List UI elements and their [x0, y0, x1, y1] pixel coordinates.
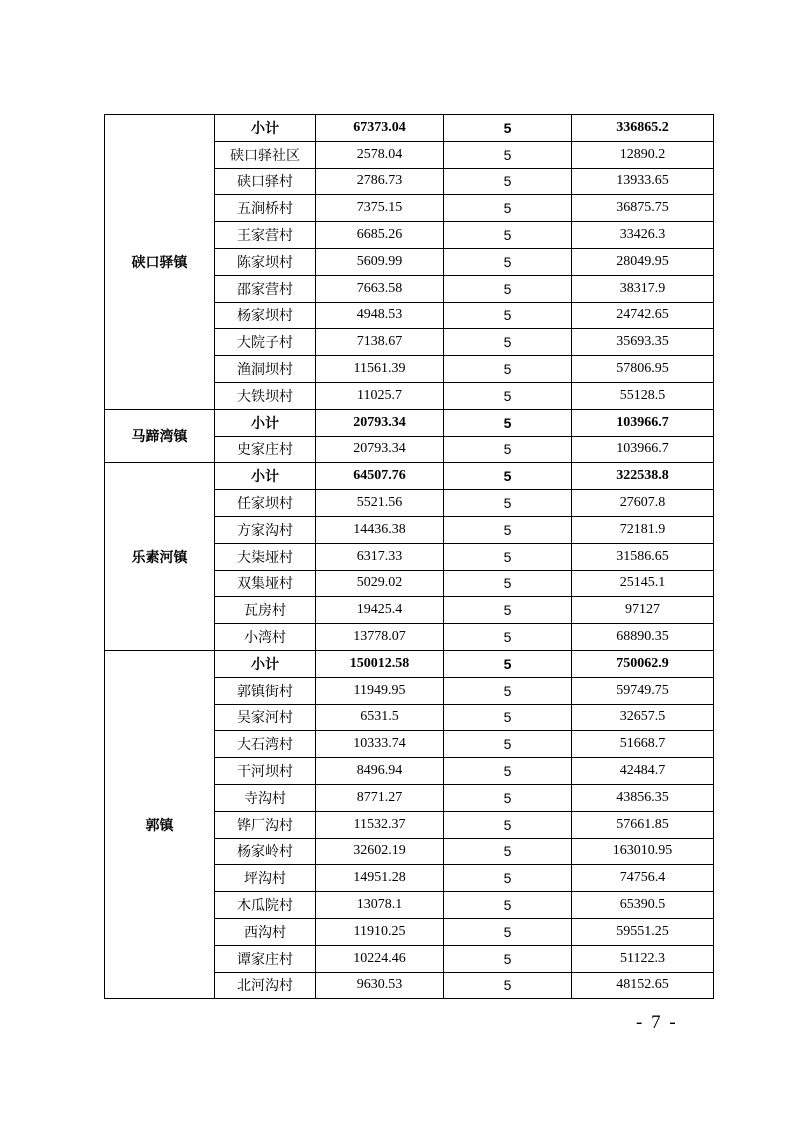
rate-cell: 5: [444, 490, 572, 517]
village-name-cell: 铧厂沟村: [215, 811, 316, 838]
area-cell: 11025.7: [316, 382, 444, 409]
village-name-cell: 小计: [215, 409, 316, 436]
amount-cell: 68890.35: [572, 624, 714, 651]
village-name-cell: 寺沟村: [215, 784, 316, 811]
area-cell: 6685.26: [316, 222, 444, 249]
village-name-cell: 硖口驿社区: [215, 141, 316, 168]
village-name-cell: 小计: [215, 463, 316, 490]
area-cell: 10224.46: [316, 945, 444, 972]
village-name-cell: 杨家岭村: [215, 838, 316, 865]
rate-cell: 5: [444, 784, 572, 811]
rate-cell: 5: [444, 463, 572, 490]
subtotal-row: [105, 650, 714, 677]
rate-cell: 5: [444, 302, 572, 329]
area-cell: 10333.74: [316, 731, 444, 758]
area-cell: 5609.99: [316, 248, 444, 275]
village-name-cell: 小湾村: [215, 624, 316, 651]
rate-cell: 5: [444, 543, 572, 570]
area-cell: 6317.33: [316, 543, 444, 570]
area-cell: 11561.39: [316, 356, 444, 383]
rate-cell: 5: [444, 329, 572, 356]
amount-cell: 24742.65: [572, 302, 714, 329]
page-number: - 7 -: [636, 1012, 678, 1033]
village-name-cell: 谭家庄村: [215, 945, 316, 972]
rate-cell: 5: [444, 409, 572, 436]
area-cell: 11949.95: [316, 677, 444, 704]
area-cell: 8771.27: [316, 784, 444, 811]
village-name-cell: 任家坝村: [215, 490, 316, 517]
village-name-cell: 瓦房村: [215, 597, 316, 624]
village-name-cell: 小计: [215, 115, 316, 142]
area-cell: 7375.15: [316, 195, 444, 222]
rate-cell: 5: [444, 516, 572, 543]
area-cell: 7138.67: [316, 329, 444, 356]
amount-cell: 27607.8: [572, 490, 714, 517]
subtotal-row: [105, 115, 714, 142]
area-cell: 11532.37: [316, 811, 444, 838]
amount-cell: 72181.9: [572, 516, 714, 543]
village-name-cell: 郭镇街村: [215, 677, 316, 704]
table-body: [105, 115, 714, 999]
rate-cell: 5: [444, 141, 572, 168]
village-name-cell: 杨家坝村: [215, 302, 316, 329]
village-name-cell: 坪沟村: [215, 865, 316, 892]
amount-cell: 74756.4: [572, 865, 714, 892]
village-name-cell: 干河坝村: [215, 758, 316, 785]
rate-cell: 5: [444, 945, 572, 972]
rate-cell: 5: [444, 972, 572, 999]
village-name-cell: 大院子村: [215, 329, 316, 356]
town-name-cell: 郭镇: [105, 650, 215, 998]
amount-cell: 103966.7: [572, 409, 714, 436]
area-cell: 2578.04: [316, 141, 444, 168]
amount-cell: 35693.35: [572, 329, 714, 356]
amount-cell: 12890.2: [572, 141, 714, 168]
amount-cell: 750062.9: [572, 650, 714, 677]
area-cell: 67373.04: [316, 115, 444, 142]
amount-cell: 336865.2: [572, 115, 714, 142]
rate-cell: 5: [444, 811, 572, 838]
rate-cell: 5: [444, 758, 572, 785]
rate-cell: 5: [444, 436, 572, 463]
amount-cell: 51122.3: [572, 945, 714, 972]
amount-cell: 32657.5: [572, 704, 714, 731]
village-name-cell: 陈家坝村: [215, 248, 316, 275]
area-cell: 13078.1: [316, 892, 444, 919]
area-cell: 7663.58: [316, 275, 444, 302]
village-name-cell: 邵家营村: [215, 275, 316, 302]
area-cell: 14436.38: [316, 516, 444, 543]
village-name-cell: 小计: [215, 650, 316, 677]
amount-cell: 42484.7: [572, 758, 714, 785]
amount-cell: 322538.8: [572, 463, 714, 490]
town-name-cell: 马蹄湾镇: [105, 409, 215, 463]
amount-cell: 33426.3: [572, 222, 714, 249]
village-name-cell: 渔洞坝村: [215, 356, 316, 383]
area-cell: 64507.76: [316, 463, 444, 490]
rate-cell: 5: [444, 356, 572, 383]
area-cell: 32602.19: [316, 838, 444, 865]
subtotal-row: [105, 409, 714, 436]
area-cell: 150012.58: [316, 650, 444, 677]
amount-cell: 163010.95: [572, 838, 714, 865]
amount-cell: 28049.95: [572, 248, 714, 275]
rate-cell: 5: [444, 248, 572, 275]
rate-cell: 5: [444, 275, 572, 302]
rate-cell: 5: [444, 195, 572, 222]
area-cell: 5029.02: [316, 570, 444, 597]
amount-cell: 59551.25: [572, 918, 714, 945]
rate-cell: 5: [444, 222, 572, 249]
rate-cell: 5: [444, 865, 572, 892]
village-name-cell: 西沟村: [215, 918, 316, 945]
rate-cell: 5: [444, 624, 572, 651]
area-cell: 6531.5: [316, 704, 444, 731]
amount-cell: 31586.65: [572, 543, 714, 570]
rate-cell: 5: [444, 650, 572, 677]
amount-cell: 55128.5: [572, 382, 714, 409]
village-name-cell: 北河沟村: [215, 972, 316, 999]
area-cell: 20793.34: [316, 436, 444, 463]
rate-cell: 5: [444, 838, 572, 865]
town-name-cell: 乐素河镇: [105, 463, 215, 651]
village-name-cell: 王家营村: [215, 222, 316, 249]
village-data-table: [104, 114, 714, 999]
rate-cell: 5: [444, 570, 572, 597]
area-cell: 11910.25: [316, 918, 444, 945]
amount-cell: 48152.65: [572, 972, 714, 999]
village-name-cell: 五涧桥村: [215, 195, 316, 222]
area-cell: 19425.4: [316, 597, 444, 624]
village-name-cell: 木瓜院村: [215, 892, 316, 919]
amount-cell: 51668.7: [572, 731, 714, 758]
area-cell: 2786.73: [316, 168, 444, 195]
rate-cell: 5: [444, 382, 572, 409]
amount-cell: 59749.75: [572, 677, 714, 704]
rate-cell: 5: [444, 597, 572, 624]
amount-cell: 57661.85: [572, 811, 714, 838]
village-name-cell: 吴家河村: [215, 704, 316, 731]
rate-cell: 5: [444, 918, 572, 945]
rate-cell: 5: [444, 168, 572, 195]
amount-cell: 25145.1: [572, 570, 714, 597]
amount-cell: 65390.5: [572, 892, 714, 919]
amount-cell: 97127: [572, 597, 714, 624]
rate-cell: 5: [444, 677, 572, 704]
amount-cell: 103966.7: [572, 436, 714, 463]
rate-cell: 5: [444, 731, 572, 758]
village-name-cell: 大石湾村: [215, 731, 316, 758]
amount-cell: 13933.65: [572, 168, 714, 195]
area-cell: 20793.34: [316, 409, 444, 436]
rate-cell: 5: [444, 115, 572, 142]
village-name-cell: 史家庄村: [215, 436, 316, 463]
area-cell: 9630.53: [316, 972, 444, 999]
subtotal-row: [105, 463, 714, 490]
village-name-cell: 硖口驿村: [215, 168, 316, 195]
amount-cell: 36875.75: [572, 195, 714, 222]
area-cell: 8496.94: [316, 758, 444, 785]
amount-cell: 38317.9: [572, 275, 714, 302]
village-name-cell: 方家沟村: [215, 516, 316, 543]
village-name-cell: 大柒垭村: [215, 543, 316, 570]
area-cell: 13778.07: [316, 624, 444, 651]
area-cell: 4948.53: [316, 302, 444, 329]
town-name-cell: 硖口驿镇: [105, 115, 215, 410]
area-cell: 5521.56: [316, 490, 444, 517]
village-name-cell: 双集垭村: [215, 570, 316, 597]
area-cell: 14951.28: [316, 865, 444, 892]
village-name-cell: 大铁坝村: [215, 382, 316, 409]
amount-cell: 43856.35: [572, 784, 714, 811]
amount-cell: 57806.95: [572, 356, 714, 383]
rate-cell: 5: [444, 704, 572, 731]
rate-cell: 5: [444, 892, 572, 919]
